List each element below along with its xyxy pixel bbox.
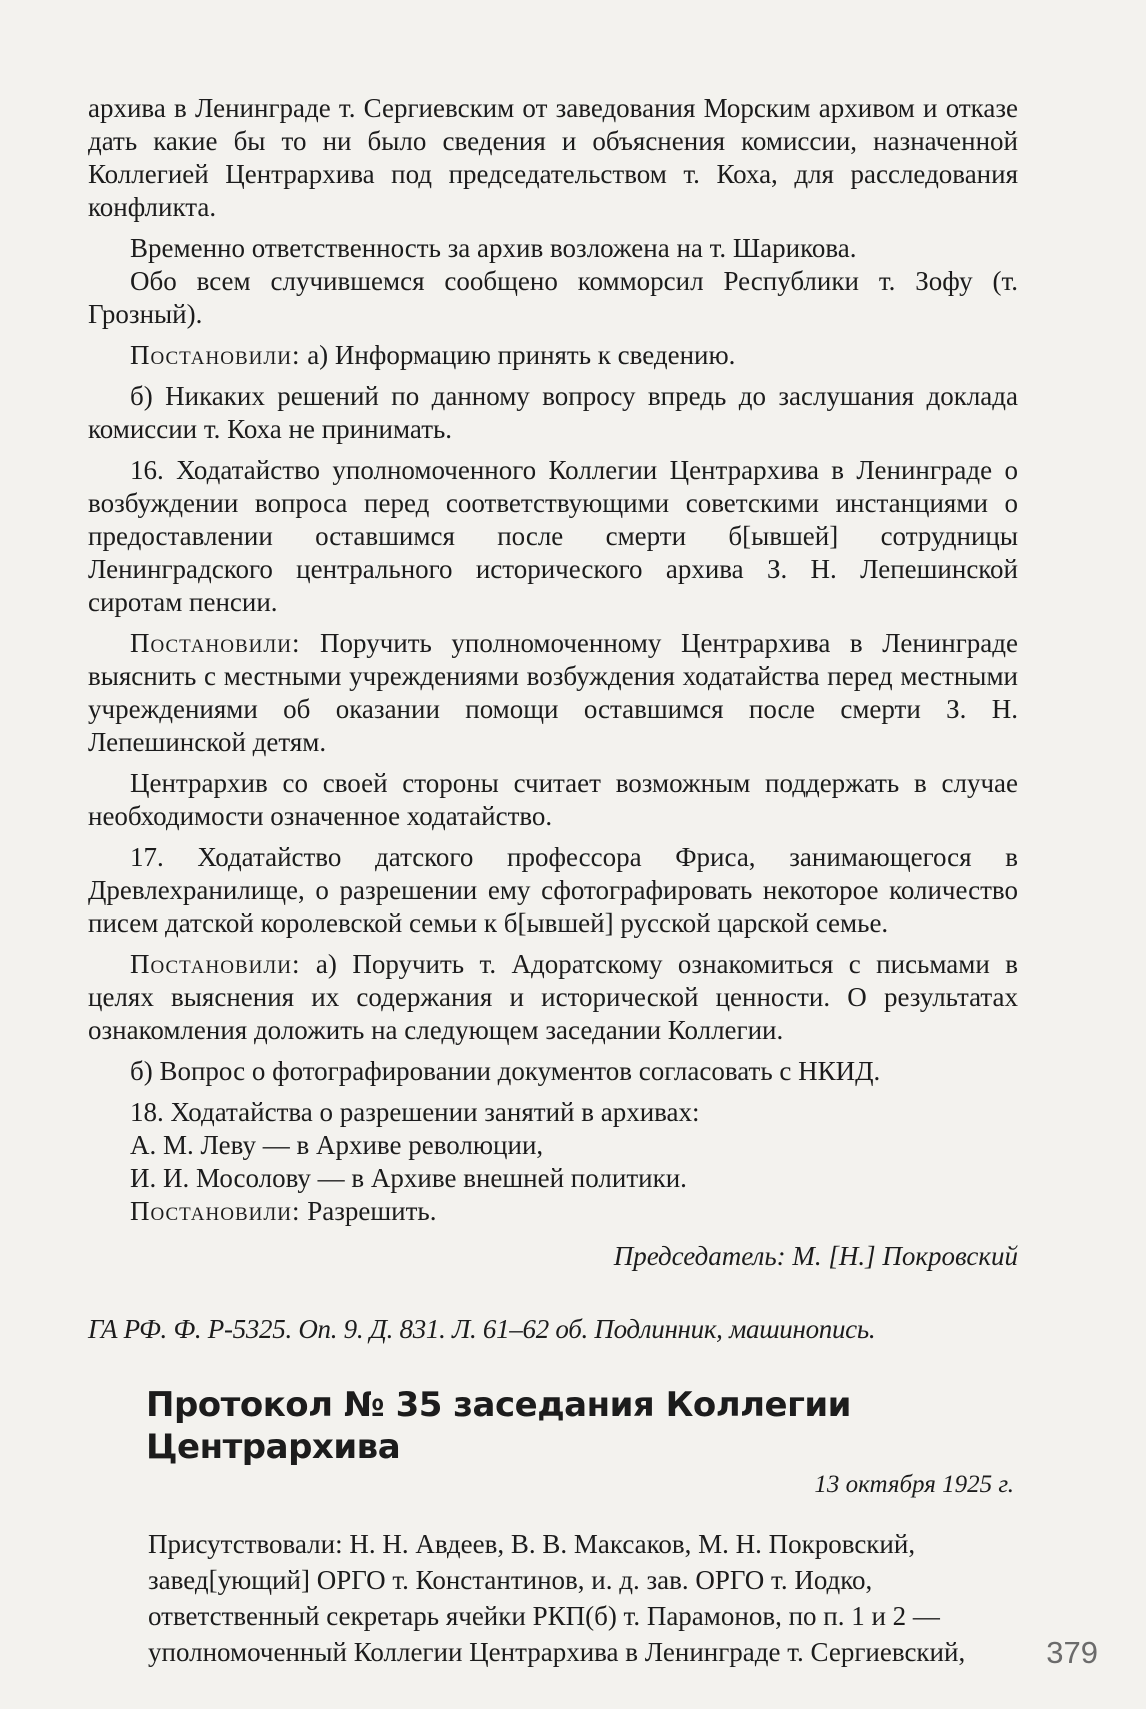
resolution-label: Постановили: [130,340,301,370]
paragraph-notification: Обо всем случившемся сообщено комморсил Республики т. Зофу (т. Грозный). [88,266,1018,329]
resolution-15a [88,339,1018,372]
attendance-line: уполномоченный Коллегии Центрархива в Ленинграде т. Сергиевский, [148,1637,966,1667]
signature: Председатель: М. [Н.] Покровский [613,1241,1018,1271]
item-16: 16. Ходатайство уполномоченного Коллегии Центрархива в Ленинграде о возбуждении вопроса перед соответствующими советскими инстанциями о предоставлении оставшимся после смерти б[ывшей] сотрудницы Ленинградского центрального исторического архива З. Н. Лепешинской сиротам пенсии. [88,455,1018,617]
attendance-line: ответственный секретарь ячейки РКП(б) т. Парамонов, по п. 1 и 2 — [148,1601,940,1631]
item-17: 17. Ходатайство датского профессора Фриса, занимающегося в Древлехранилище, о разрешении ему сфотографировать некоторое количество писем датской королевской семьи к б[ывшей] русской царской семье. [88,842,1018,938]
attendance-line: Присутствовали: Н. Н. Авдеев, В. В. Максаков, М. Н. Покровский, [148,1529,916,1559]
item-18: 18. Ходатайства о разрешении занятий в архивах: [130,1097,700,1127]
attendance-list [88,1528,1018,1669]
resolution-16 [88,627,1018,759]
resolution-text: Поручить уполномоченному Центрархива в Ленинграде выяснить с местными учреждениями возбуждения ходатайства перед местными учреждениями об оказании помощи оставшимся после смерти З. Н. Лепешинской детям. [88,628,1018,757]
list-item: А. М. Леву — в Архиве революции, [130,1130,544,1160]
list-item: И. И. Мосолову — в Архиве внешней политики. [130,1163,687,1193]
resolution-label: Постановили: [130,949,301,979]
resolution-text: а) Поручить т. Адоратскому ознакомиться с письмами в целях выяснения их содержания и исторической ценности. О результатах ознакомления доложить на следующем заседании Коллегии. [88,949,1018,1045]
protocol-title: Протокол № 35 заседания Коллегии Центрархива [146,1385,852,1467]
resolution-text: Разрешить. [300,1196,437,1226]
attendance-line: завед[ующий] ОРГО т. Константинов, и. д. зав. ОРГО т. Иодко, [148,1565,873,1595]
resolution-18 [88,1195,1018,1228]
archive-source: ГА РФ. Ф. Р-5325. Оп. 9. Д. 831. Л. 61–62 об. Подлинник, машинопись. [88,1314,876,1344]
resolution-17a [88,948,1018,1047]
paragraph-responsibility: Временно ответственность за архив возложена на т. Шарикова. [130,233,857,263]
resolution-label: Постановили: [130,628,301,658]
resolution-text: а) Информацию принять к сведению. [300,340,736,370]
protocol-date: 13 октября 1925 г. [814,1471,1014,1498]
resolution-17b: б) Вопрос о фотографировании документов согласовать с НКИД. [130,1056,881,1086]
page-content [88,92,1018,1672]
paragraph-archive-conflict: архива в Ленинграде т. Сергиевским от заведования Морским архивом и отказе дать какие бы то ни было сведения и объяснения комиссии, назначенной Коллегией Центрархива под председательством т. Коха, для расследования конфликта. [88,93,1018,222]
resolution-label: Постановили: [130,1196,301,1226]
paragraph-centrarchive-support: Центрархив со своей стороны считает возможным поддержать в случае необходимости означенное ходатайство. [88,768,1018,831]
resolution-15b: б) Никаких решений по данному вопросу впредь до заслушания доклада комиссии т. Коха не принимать. [88,381,1018,444]
page-number: 379 [1046,1635,1098,1670]
